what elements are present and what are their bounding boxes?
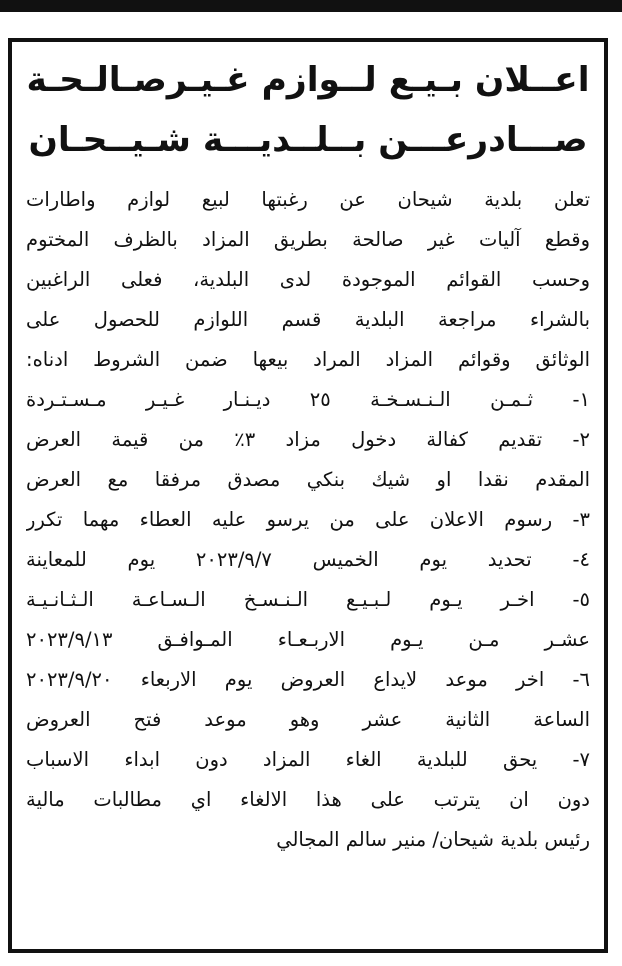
condition-3: ٣- رسوم الاعلان على من يرسو عليه العطاء مهما تكرر [26,508,590,531]
condition-7: ٧- يحق للبلدية الغاء المزاد دون ابداء الاسباب [26,748,590,771]
body-line: تعلن بلدية شيحان عن رغبتها لبيع لوازم واطارات [26,188,590,211]
page-top-rule [0,0,622,12]
condition-7-cont: دون ان يترتب على هذا الالغاء اي مطالبات مالية [26,788,590,811]
condition-5: ٥- اخـر يـوم لـبـيـع الـنـسـخ الـسـاعـة الـثـانـيـة [26,588,590,611]
body-line: وقطع آليات غير صالحة بطريق المزاد بالظرف المختوم [26,228,590,251]
condition-2-cont: المقدم نقدا او شيك بنكي مصدق مرفقا مع العرض [26,468,590,491]
body-line: وحسب القوائم الموجودة لدى البلدية، فعلى الراغبين [26,268,590,291]
condition-2: ٢- تقديم كفالة دخول مزاد ٣٪ من قيمة العرض [26,428,590,451]
signature-line: رئيس بلدية شيحان/ منير سالم المجالي [276,828,590,851]
announcement-body [26,180,590,860]
condition-6-cont: الساعة الثانية عشر وهو موعد فتح العروض [26,708,590,731]
condition-5-cont: عشـر مـن يـوم الاربـعـاء المـوافـق ٢٠٢٣/٩/١٣ [26,628,590,651]
body-line: الوثائق وقوائم المزاد المراد بيعها ضمن الشروط ادناه: [26,348,590,371]
announcement-box [8,38,608,953]
title-line-2: صـــادرعـــن بــلــديـــة شـيــحـان [28,120,588,160]
announcement-title [26,50,590,170]
title-line-1: اعــلان بـيـع لــوازم غـيـرصـالـحـة [26,60,590,100]
condition-4: ٤- تحديد يوم الخميس ٢٠٢٣/٩/٧ يوم للمعاينة [26,548,590,571]
condition-1: ١- ثـمـن الـنـسـخـة ٢٥ ديـنـار غـيـر مـسـتـردة [26,388,590,411]
condition-6: ٦- اخر موعد لايداع العروض يوم الاربعاء ٢٠٢٣/٩/٢٠ [26,668,590,691]
body-line: بالشراء مراجعة البلدية قسم اللوازم للحصول على [26,308,590,331]
